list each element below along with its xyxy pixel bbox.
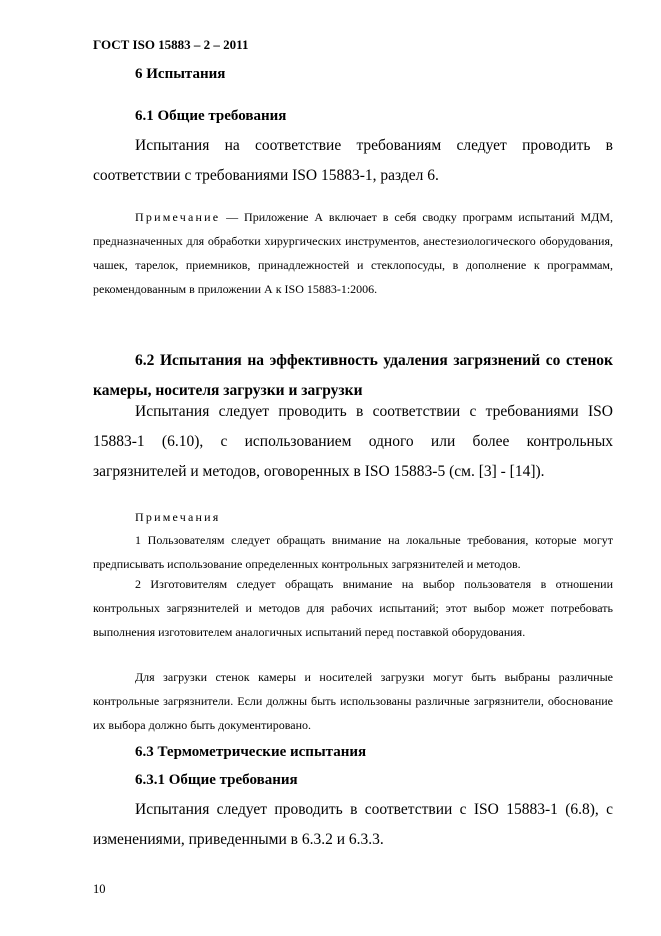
section-6-2-text: Испытания следует проводить в соответствии с требованиями ISO 15883-1 (6.10), с использованием одного или более контрольных загрязнителей и методов, оговоренных в ISO 15883-5 (см. [3] - [14]).: [93, 403, 613, 480]
section-6-1-title: 6.1 Общие требования: [135, 108, 287, 124]
note-1-label: Примечание: [135, 210, 221, 224]
note-2-item-1: 1 Пользователям следует обращать внимание на локальные требования, которые могут предписывать использование определенных контрольных загрязнителей и методов.: [93, 533, 613, 571]
page-number: 10: [93, 882, 106, 896]
section-6-2-title: 6.2 Испытания на эффективность удаления загрязнений со стенок камеры, носителя загрузки и загрузки: [93, 352, 613, 399]
document-header: ГОСТ ISO 15883 – 2 – 2011: [93, 37, 249, 52]
section-6-3-title: 6.3 Термометрические испытания: [135, 744, 367, 760]
note-1: [93, 205, 613, 301]
notes-2-label-text: Примечания: [135, 510, 221, 524]
note-2-item-2: 2 Изготовителям следует обращать внимание на выбор пользователя в отношении контрольных загрязнителей и методов для рабочих испытаний; этот выбор может потребовать выполнения изготовителем аналогичных испытаний перед поставкой оборудования.: [93, 577, 613, 639]
section-6-title: 6 Испытания: [135, 66, 226, 82]
notes-2-label: [135, 505, 220, 529]
section-6-3-1-text: Испытания следует проводить в соответствии с ISO 15883-1 (6.8), с изменениями, приведенными в 6.3.2 и 6.3.3.: [93, 801, 613, 848]
note-2-paragraph: Для загрузки стенок камеры и носителей загрузки могут быть выбраны различные контрольные загрязнители. Если должны быть использованы различные загрязнители, обоснование их выбора должно быть документировано.: [93, 670, 613, 732]
section-6-1-text: Испытания на соответствие требованиям следует проводить в соответствии с требованиями ISO 15883-1, раздел 6.: [93, 137, 613, 184]
note-1-text: — Приложение А включает в себя сводку программ испытаний МДМ, предназначенных для обработки хирургических инструментов, анестезиологического оборудования, чашек, тарелок, приемников, принадлежностей и стеклопосуды, в дополнение к программам, рекомендованным в приложении А к ISO 15883-1:2006.: [93, 210, 613, 296]
section-6-3-1-title: 6.3.1 Общие требования: [135, 772, 298, 788]
